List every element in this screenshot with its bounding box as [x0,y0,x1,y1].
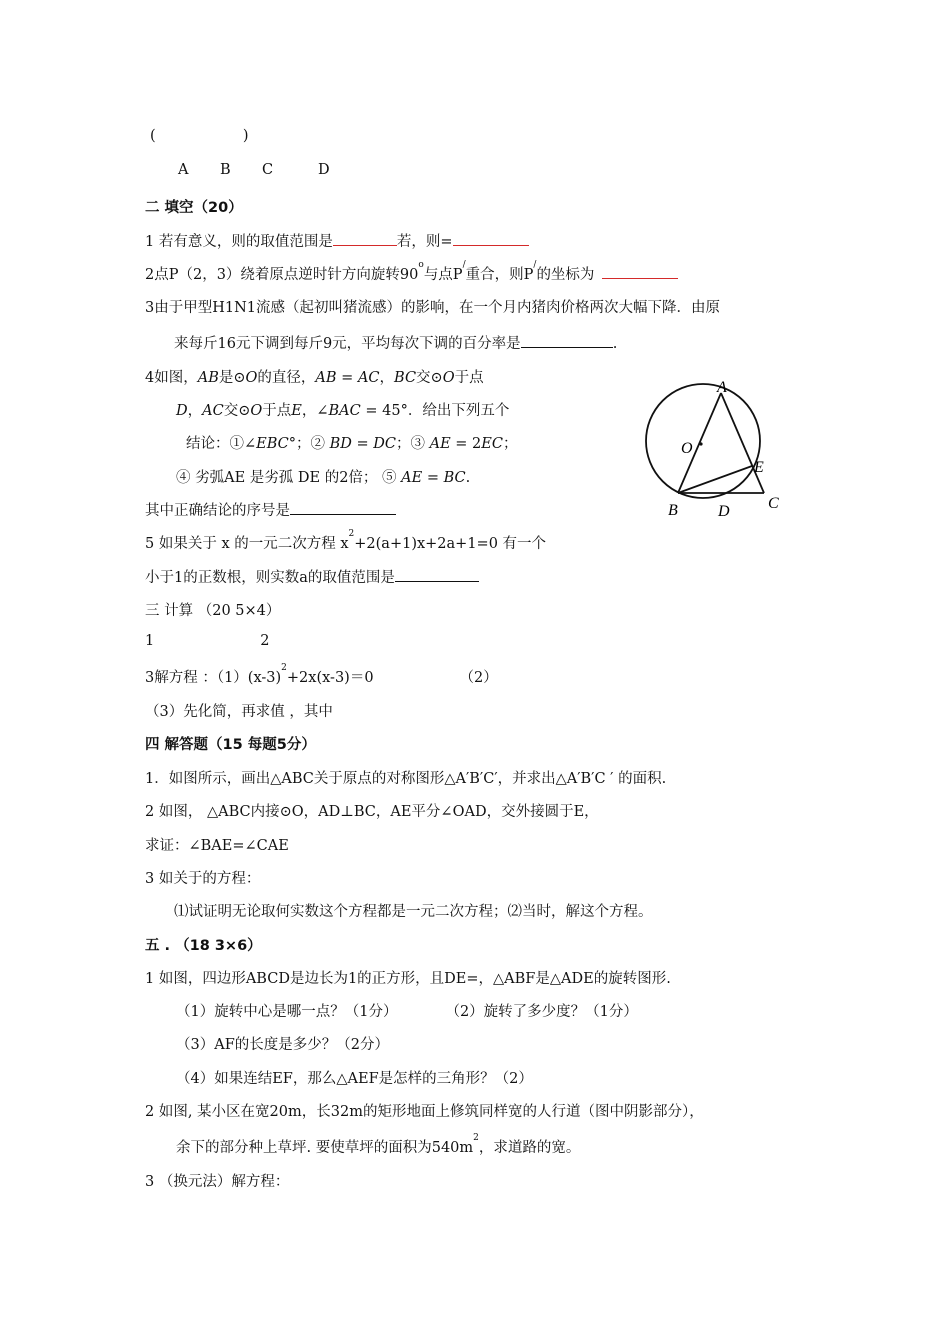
s2-q3-line2-text: 来每斤16元下调到每斤9元，平均每次下调的百分率是 [174,336,521,352]
label-b: B [668,502,678,519]
s2-q2-text-c: 重合，则P [465,267,534,283]
options-line [178,162,330,178]
figure-circle [646,384,760,498]
degree-sup: o [418,260,424,270]
text-fragment: O [250,403,263,419]
s2-q1-blank-1[interactable] [333,231,397,246]
label-o: O [681,440,693,457]
s2-q4-line2 [176,399,509,420]
text-fragment: O [245,370,258,386]
s2-q1-blank-2[interactable] [453,231,529,246]
s2-q4-line5 [145,499,396,520]
s3-line2 [145,663,498,687]
text-fragment: ；③ [396,436,430,452]
s2-q5-line1 [145,529,547,553]
text-fragment: AE [401,470,423,486]
text-fragment: AB [197,370,219,386]
text-fragment: AC [202,403,224,419]
text-fragment: = [336,370,358,386]
label-a: A [717,379,727,396]
text-fragment: E [291,403,302,419]
label-d: D [718,503,730,520]
segment-ac [721,393,764,493]
text-fragment: 5 如果关于 x 的一元二次方程 x [145,536,349,552]
s4-q3-line1: 3 如关于的方程： [145,871,261,887]
segment-be [678,466,752,493]
text-fragment: 于点 [262,403,292,419]
s2-q5-line2 [145,566,479,587]
answer-paren-line [150,128,249,144]
option-d: D [318,162,330,178]
s3-item-2: 2 [260,633,270,649]
text-fragment: 交⊙ [416,370,443,386]
section4-header: 四 解答题（15 每题5分） [145,737,316,753]
s2-q4-line4 [176,466,470,487]
text-fragment: （2） [459,670,498,686]
s2-q2-blank[interactable] [602,264,678,279]
text-fragment: = [422,470,444,486]
text-fragment: 2 [348,529,355,539]
text-fragment: = [351,436,374,452]
text-fragment: AC [357,370,380,386]
s2-q4-blank[interactable] [290,500,396,515]
s2-q1-text-a: 1 若有意义，则的取值范围是 [145,234,333,250]
text-fragment: BAC [328,403,361,419]
s2-q3-line2 [174,332,617,353]
s5-q1: 1 如图，四边形ABCD是边长为1的正方形，且DE=，△ABF是△ADE的旋转图形. [145,971,671,987]
s2-q1 [145,230,529,251]
s5-q1-sub3: （3）AF的长度是多少？（2分） [176,1037,389,1053]
s3-line1 [145,633,269,649]
text-fragment: BD [329,436,352,452]
text-fragment: EBC [256,436,289,452]
text-fragment: ，∠ [301,403,329,419]
text-fragment: 结论：①∠ [186,436,257,452]
text-fragment: ； [502,436,518,452]
s5-q2-line2 [176,1133,581,1157]
s2-q3-period: . [612,336,618,352]
text-fragment: = 45°．给出下列五个 [360,403,510,419]
s5-q1-sub-row1 [176,1000,638,1021]
label-c: C [768,495,779,512]
paren-open: ( [150,128,156,144]
section5-header: 五 . （18 3×6） [145,938,262,954]
s4-q2-line1: 2 如图， △ABC内接⊙O，AD⊥BC，AE平分∠OAD，交外接圆于E， [145,804,599,820]
text-fragment: 3解方程 ：（1）(x-3) [145,670,282,686]
text-fragment: AE [429,436,451,452]
text-fragment: . [465,470,471,486]
prime-sup-2: / [533,260,537,270]
text-fragment: 是⊙ [218,370,246,386]
s3-item-1: 1 [145,633,155,649]
s2-q4-answer-label: 其中正确结论的序号是 [145,503,290,519]
text-fragment: ，求道路的宽。 [478,1140,581,1156]
text-fragment: EC [481,436,503,452]
text-fragment: +2x(x-3)＝0 [286,670,374,686]
s4-q2-line2: 求证：∠BAE=∠CAE [145,838,289,854]
section3-header: 三 计算 （20 5×4） [145,603,281,619]
text-fragment: ， [379,370,395,386]
text-fragment: D [176,403,188,419]
text-fragment: 的直径， [257,370,316,386]
option-c: C [262,162,274,178]
text-fragment: °；② [288,436,330,452]
text-fragment: ④ 劣弧AE 是劣孤 DE 的2倍； ⑤ [176,470,402,486]
text-fragment: DC [373,436,397,452]
s4-q3-line2: ⑴试证明无论取何实数这个方程都是一元二次方程；⑵当时，解这个方程。 [174,904,653,920]
text-fragment: 小于1的正数根，则实数a的取值范围是 [145,570,395,586]
s2-q4-line1 [145,366,484,387]
text-fragment: BC [394,370,417,386]
s2-q3-blank[interactable] [521,333,613,348]
center-dot [699,442,702,445]
s5-q1-sub2: （2）旋转了多少度？（1分） [445,1004,638,1020]
text-fragment: = 2 [450,436,482,452]
text-fragment: 于点 [454,370,484,386]
text-fragment: BC [443,470,466,486]
s3-line3: （3）先化简，再求值 ，其中 [145,704,333,720]
s5-q1-sub1: （1）旋转中心是哪一点？（1分） [176,1004,398,1020]
text-fragment: ， [187,403,203,419]
text-fragment: +2(a+1)x+2a+1=0 有一个 [354,536,547,552]
s2-q2 [145,260,678,284]
s2-q2-text-a: 2点P（2，3）绕着原点逆时针方向旋转90 [145,267,419,283]
s5-q2-line1: 2 如图, 某小区在宽20m，长32m的矩形地面上修筑同样宽的人行道（图中阴影部分）， [145,1104,704,1120]
s2-q1-text-b: 若，则= [396,234,453,250]
s2-q4-line3 [186,432,517,453]
text-fragment: O [442,370,455,386]
text-fragment: AB [315,370,337,386]
text-fragment: 余下的部分种上草坪. 要使草坪的面积为540m [176,1140,474,1156]
text-fragment: 2 [473,1133,479,1143]
option-b: B [220,162,231,178]
text-fragment: 2 [281,663,287,673]
s2-q2-text-d: 的坐标为 [536,267,595,283]
prime-sup-1: / [462,260,466,270]
s2-q3-line1: 3由于甲型H1N1流感（起初叫猪流感）的影响，在一个月内猪肉价格两次大幅下降．由原 [145,300,721,316]
s5-q3: 3 （换元法）解方程： [145,1174,290,1190]
option-a: A [178,162,189,178]
paren-close: ) [242,128,249,144]
label-e: E [754,459,764,476]
text-fragment: 交⊙ [223,403,251,419]
s2-q5-blank[interactable] [395,567,479,582]
s4-q1: 1．如图所示，画出△ABC关于原点的对称图形△A′B′C′，并求出△A′B′C ′ 的面积. [145,771,667,787]
s2-q2-text-b: 与点P [423,267,463,283]
text-fragment: 4如图， [145,370,198,386]
section2-header: 二 填空（20） [145,200,243,216]
circle-triangle-figure [640,378,790,528]
s5-q1-sub4: （4）如果连结EF，那么△AEF是怎样的三角形？（2） [176,1071,533,1087]
